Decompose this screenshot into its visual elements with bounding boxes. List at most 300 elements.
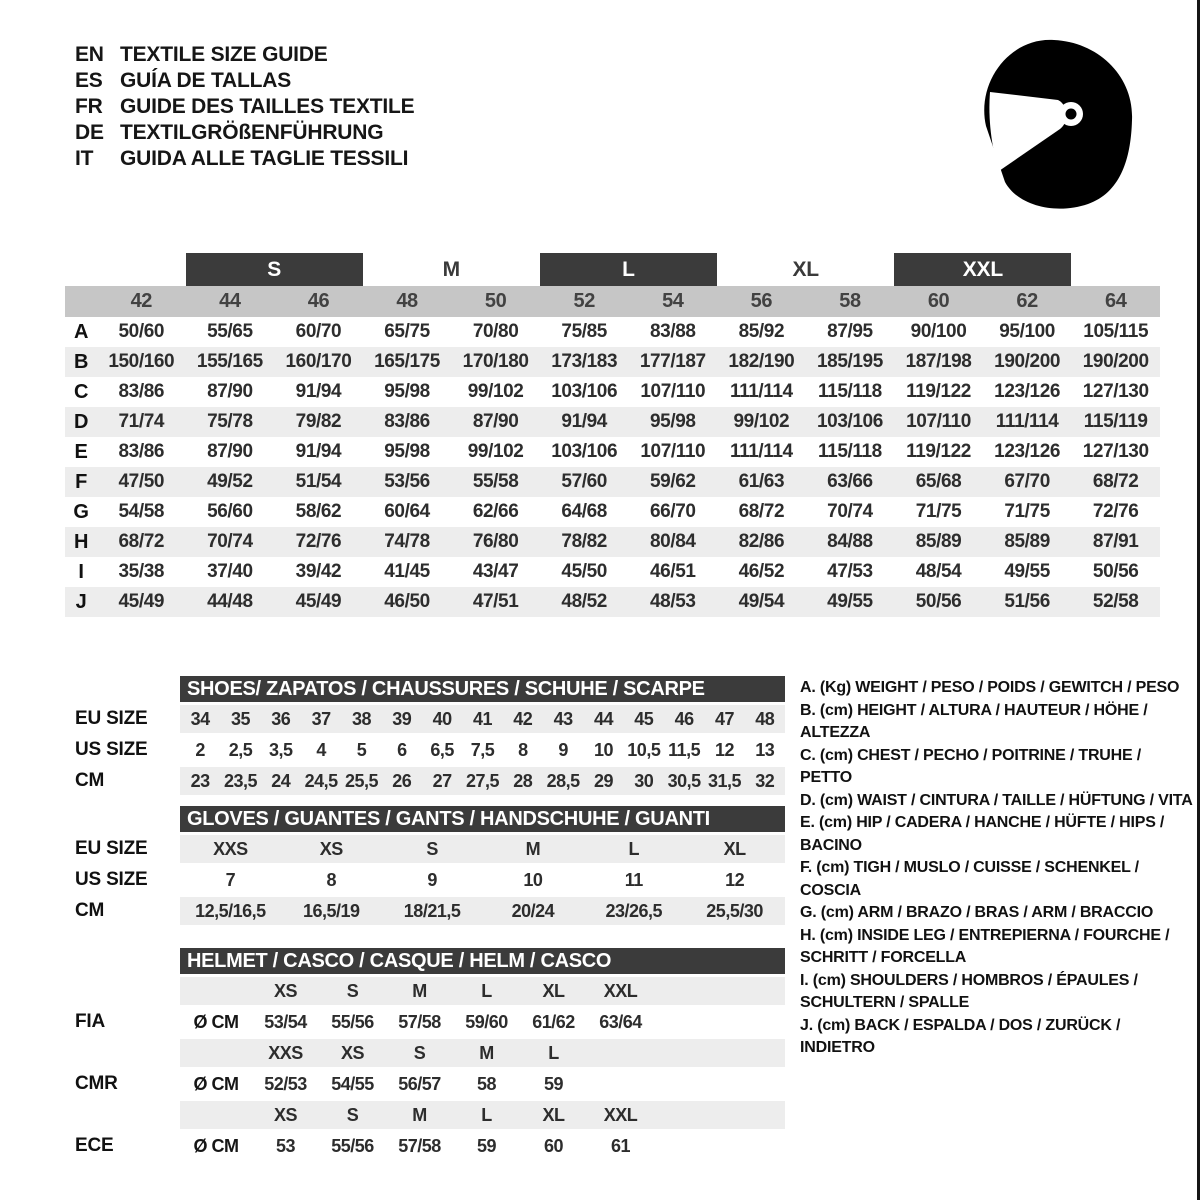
cell-value: 46 <box>674 708 694 729</box>
size-value: 119/122 <box>906 381 971 402</box>
standard-label-ece: ECE <box>75 1135 114 1156</box>
racing-helmet-icon <box>975 34 1137 214</box>
cell-value: 12 <box>714 739 734 760</box>
size-value: 67/70 <box>1004 471 1050 492</box>
data-row <box>180 705 785 733</box>
diameter-unit: Ø CM <box>193 1135 239 1156</box>
cell-value: 24 <box>271 770 291 791</box>
cell-value: 11,5 <box>668 739 701 760</box>
size-value: 182/190 <box>728 351 795 372</box>
numeric-size: 42 <box>130 290 153 312</box>
size-value: 82/86 <box>738 531 785 552</box>
helmet-size: M <box>479 1042 494 1063</box>
numeric-size: 58 <box>839 290 861 312</box>
helmet-size: S <box>413 1042 426 1063</box>
size-value: 95/100 <box>999 321 1055 342</box>
row-letter: I <box>78 560 84 583</box>
size-value: 105/115 <box>1083 321 1149 342</box>
size-value: 63/66 <box>827 471 873 492</box>
cell-value: 16,5/19 <box>302 900 360 921</box>
size-value: 56/60 <box>207 501 253 522</box>
measure-row-i <box>65 557 1160 587</box>
helmet-value: 56/57 <box>398 1073 441 1094</box>
size-value: 91/94 <box>561 411 607 432</box>
helmet-values-row <box>180 1008 785 1036</box>
cell-value: 23/26,5 <box>605 900 663 921</box>
cell-value: 41 <box>472 708 492 729</box>
language-row <box>75 146 414 172</box>
size-value: 44/48 <box>207 591 253 612</box>
size-value: 170/180 <box>462 351 529 372</box>
size-value: 48/54 <box>915 561 962 582</box>
row-letter: J <box>75 590 87 613</box>
helmet-size: XXL <box>603 1104 638 1125</box>
helmet-value: 58 <box>476 1073 497 1094</box>
helmet-size: S <box>346 1104 359 1125</box>
helmet-size: M <box>412 980 427 1001</box>
measure-row-g <box>65 497 1160 527</box>
size-value: 51/56 <box>1004 591 1050 612</box>
cell-value: 42 <box>513 708 533 729</box>
row-letter: H <box>73 530 89 553</box>
helmet-value: 59/60 <box>465 1011 508 1032</box>
size-value: 68/72 <box>738 501 785 522</box>
size-value: 83/86 <box>118 441 165 462</box>
size-value: 165/175 <box>374 351 440 372</box>
size-value: 65/68 <box>915 471 962 492</box>
size-value: 95/98 <box>650 411 696 432</box>
helmet-section <box>65 948 785 1160</box>
cell-value: 18/21,5 <box>403 900 461 921</box>
textile-size-table <box>65 253 1160 617</box>
size-value: 54/58 <box>118 501 165 522</box>
language-code: FR <box>75 95 103 118</box>
language-row <box>75 120 414 146</box>
row-letter: B <box>73 350 89 373</box>
size-value: 46/52 <box>738 561 785 582</box>
cell-value: 25,5 <box>344 770 379 791</box>
cell-value: XS <box>319 838 343 859</box>
cell-value: 30,5 <box>667 770 701 791</box>
gloves-grid <box>65 835 785 925</box>
language-row <box>75 68 414 94</box>
size-value: 115/119 <box>1083 411 1148 432</box>
diameter-unit: Ø CM <box>193 1073 239 1094</box>
size-value: 46/50 <box>384 591 430 612</box>
numeric-size: 52 <box>573 290 595 312</box>
size-value: 85/92 <box>738 321 785 342</box>
cell-value: 9 <box>558 739 568 760</box>
numeric-size: 50 <box>484 290 507 312</box>
helmet-title: HELMET / CASCO / CASQUE / HELM / CASCO <box>180 948 785 974</box>
size-value: 60/64 <box>384 501 430 522</box>
cell-value: 47 <box>714 708 734 729</box>
textile-table-body <box>65 317 1160 617</box>
size-value: 72/76 <box>1092 501 1139 522</box>
size-value: 150/160 <box>108 351 175 372</box>
size-letter-m: M <box>442 257 460 281</box>
cell-value: 23,5 <box>223 770 258 791</box>
size-value: 111/114 <box>729 381 793 402</box>
cell-value: 8 <box>518 739 528 760</box>
unit-spacer <box>180 1101 252 1129</box>
letter-size-header-row <box>65 253 1160 286</box>
helmet-values-row <box>180 1132 785 1160</box>
size-value: 95/98 <box>384 381 430 402</box>
row-label: US SIZE <box>75 869 148 890</box>
helmet-size: XS <box>340 1042 364 1063</box>
helmet-size: XXL <box>603 980 638 1001</box>
cell-value: 37 <box>311 708 331 729</box>
size-value: 46/51 <box>650 561 696 582</box>
size-value: 70/74 <box>827 501 873 522</box>
helmet-value: 57/58 <box>398 1011 441 1032</box>
size-value: 83/86 <box>118 381 165 402</box>
numeric-size: 54 <box>662 290 684 312</box>
standard-label-fia: FIA <box>75 1011 106 1032</box>
size-value: 87/90 <box>207 381 253 402</box>
size-value: 103/106 <box>551 381 618 402</box>
size-value: 127/130 <box>1082 441 1149 462</box>
unit-spacer <box>180 1039 252 1067</box>
size-value: 187/198 <box>905 351 972 372</box>
row-letter: F <box>75 470 87 493</box>
cell-value: 30 <box>634 770 654 791</box>
size-value: 160/170 <box>285 351 352 372</box>
size-value: 107/110 <box>640 381 706 402</box>
size-value: 85/89 <box>1004 531 1050 552</box>
size-value: 45/50 <box>561 561 607 582</box>
cell-value: 12,5/16,5 <box>195 900 266 921</box>
helmet-value: 63/64 <box>599 1011 642 1032</box>
size-letter-xxl: XXL <box>894 253 1071 286</box>
language-code: DE <box>75 121 104 144</box>
size-value: 103/106 <box>817 411 883 432</box>
size-value: 99/102 <box>467 381 524 402</box>
data-row <box>180 835 785 863</box>
size-value: 190/200 <box>994 351 1061 372</box>
helmet-size: XXS <box>268 1042 303 1063</box>
size-value: 90/100 <box>910 321 967 342</box>
size-value: 103/106 <box>551 441 618 462</box>
size-value: 43/47 <box>472 561 519 582</box>
row-letter: D <box>73 410 89 433</box>
size-value: 58/62 <box>295 501 342 522</box>
size-value: 65/75 <box>384 321 430 342</box>
size-value: 49/55 <box>827 591 873 612</box>
cell-value: 24,5 <box>304 770 338 791</box>
guide-title-text: TEXTILGRÖßENFÜHRUNG <box>120 121 384 144</box>
empty-label <box>65 1101 180 1129</box>
helmet-size: L <box>481 980 492 1001</box>
size-value: 49/55 <box>1004 561 1050 582</box>
helmet-size: XS <box>273 980 297 1001</box>
row-letter: G <box>73 500 89 523</box>
size-value: 91/94 <box>295 381 342 402</box>
cell-value: 8 <box>326 869 336 890</box>
helmet-value: 53 <box>275 1135 296 1156</box>
numeric-size: 46 <box>307 290 330 312</box>
corner-spacer <box>65 253 97 286</box>
size-value: 49/52 <box>207 471 253 492</box>
size-value: 68/72 <box>1092 471 1139 492</box>
cell-value: 45 <box>634 708 654 729</box>
size-value: 83/88 <box>650 321 696 342</box>
cell-value: 28,5 <box>546 770 580 791</box>
helmet-value: 55/56 <box>331 1135 374 1156</box>
size-value: 99/102 <box>467 441 524 462</box>
size-value: 47/53 <box>827 561 873 582</box>
numeric-size: 56 <box>750 290 773 312</box>
cell-value: 6 <box>397 739 407 760</box>
measure-row-j <box>65 587 1160 617</box>
empty-label <box>65 977 180 1005</box>
empty-label <box>65 1039 180 1067</box>
size-value: 85/89 <box>915 531 962 552</box>
shoes-grid <box>65 705 785 795</box>
helmet-size: L <box>548 1042 559 1063</box>
language-code: ES <box>75 69 103 92</box>
size-value: 48/52 <box>561 591 607 612</box>
helmet-sizes-row <box>180 1039 785 1067</box>
cell-value: 39 <box>392 708 412 729</box>
numeric-size: 48 <box>396 290 418 312</box>
size-value: 45/49 <box>295 591 342 612</box>
diameter-unit: Ø CM <box>193 1011 239 1032</box>
size-value: 173/183 <box>551 351 618 372</box>
size-value: 115/118 <box>818 441 882 462</box>
size-value: 99/102 <box>733 411 790 432</box>
legend-item: F. (cm) TIGH / MUSLO / CUISSE / SCHENKEL / COSCIA <box>800 859 1139 899</box>
size-letter-l: L <box>540 253 717 286</box>
row-label: CM <box>75 900 105 921</box>
cell-value: 43 <box>553 708 573 729</box>
size-value: 45/49 <box>118 591 165 612</box>
legend-item: H. (cm) INSIDE LEG / ENTREPIERNA / FOURCHE / SCHRITT / FORCELLA <box>800 926 1170 966</box>
size-value: 87/95 <box>827 321 873 342</box>
size-value: 55/65 <box>207 321 253 342</box>
size-value: 123/126 <box>994 381 1061 402</box>
size-letter-xl: XL <box>792 257 819 281</box>
measure-row-c <box>65 377 1160 407</box>
size-value: 87/90 <box>472 411 519 432</box>
cell-value: 2 <box>195 739 205 760</box>
numeric-size-header-row <box>65 286 1160 317</box>
language-title-list <box>75 42 414 172</box>
data-row <box>180 736 785 764</box>
cell-value: 2,5 <box>228 739 253 760</box>
measurement-legend <box>800 677 1194 1060</box>
legend-item: B. (cm) HEIGHT / ALTURA / HAUTEUR / HÖHE / ALTEZZA <box>800 701 1148 741</box>
measure-row-d <box>65 407 1160 437</box>
cell-value: 31,5 <box>707 770 742 791</box>
cell-value: 25,5/30 <box>706 900 763 921</box>
language-code: IT <box>75 147 94 170</box>
size-value: 50/56 <box>1092 561 1139 582</box>
size-value: 51/54 <box>295 471 342 492</box>
language-row <box>75 94 414 120</box>
helmet-size: M <box>412 1104 427 1125</box>
helmet-value: 52/53 <box>264 1073 307 1094</box>
cell-value: XXS <box>213 838 248 859</box>
cell-value: 12 <box>725 869 745 890</box>
cell-value: 44 <box>593 708 613 729</box>
size-value: 57/60 <box>561 471 607 492</box>
size-value: 185/195 <box>817 351 883 372</box>
guide-title-text: TEXTILE SIZE GUIDE <box>120 43 328 66</box>
cell-value: S <box>426 838 438 859</box>
numeric-size: 64 <box>1104 290 1127 312</box>
cell-value: 40 <box>432 708 452 729</box>
cell-value: 5 <box>356 739 367 760</box>
measure-row-e <box>65 437 1160 467</box>
helmet-size: L <box>481 1104 492 1125</box>
cell-value: 4 <box>316 739 326 760</box>
size-value: 66/70 <box>650 501 696 522</box>
col-64-spacer <box>1071 253 1160 286</box>
size-value: 107/110 <box>640 441 706 462</box>
helmet-size: XL <box>542 980 565 1001</box>
legend-item: E. (cm) HIP / CADERA / HANCHE / HÜFTE / HIPS / BACINO <box>800 814 1165 854</box>
size-value: 59/62 <box>650 471 696 492</box>
size-value: 68/72 <box>118 531 165 552</box>
shoes-section <box>65 676 785 795</box>
size-value: 80/84 <box>650 531 696 552</box>
legend-item: J. (cm) BACK / ESPALDA / DOS / ZURÜCK / INDIETRO <box>800 1016 1121 1056</box>
cell-value: 27 <box>432 770 452 791</box>
row-label: CM <box>75 770 105 791</box>
shoes-title: SHOES/ ZAPATOS / CHAUSSURES / SCHUHE / SCARPE <box>180 676 785 702</box>
size-value: 111/114 <box>995 411 1059 432</box>
size-value: 78/82 <box>561 531 607 552</box>
legend-item: A. (Kg) WEIGHT / PESO / POIDS / GEWITCH / PESO <box>800 679 1180 696</box>
cell-value: 13 <box>755 739 775 760</box>
row-letter: E <box>74 440 88 463</box>
cell-value: 6,5 <box>430 739 454 760</box>
size-value: 111/114 <box>729 441 793 462</box>
gloves-title: GLOVES / GUANTES / GANTS / HANDSCHUHE / GUANTI <box>180 806 785 832</box>
helmet-value: 59 <box>543 1073 564 1094</box>
cell-value: 36 <box>271 708 291 729</box>
helmet-size: XL <box>542 1104 565 1125</box>
guide-title-text: GUÍA DE TALLAS <box>120 69 292 92</box>
cell-value: 23 <box>190 770 210 791</box>
cell-value: 3,5 <box>269 739 293 760</box>
guide-title-text: GUIDA ALLE TAGLIE TESSILI <box>120 147 409 170</box>
size-value: 115/118 <box>818 381 882 402</box>
measure-row-h <box>65 527 1160 557</box>
helmet-size: XS <box>273 1104 297 1125</box>
measure-row-a <box>65 317 1160 347</box>
size-value: 127/130 <box>1082 381 1149 402</box>
size-value: 79/82 <box>295 411 342 432</box>
cell-value: 32 <box>755 770 775 791</box>
row-label: US SIZE <box>75 739 148 760</box>
size-value: 37/40 <box>207 561 253 582</box>
helmet-value: 60 <box>543 1135 564 1156</box>
size-value: 49/54 <box>738 591 785 612</box>
size-value: 87/91 <box>1092 531 1139 552</box>
cell-value: 27,5 <box>465 770 500 791</box>
size-value: 50/60 <box>118 321 165 342</box>
helmet-sizes-row <box>180 977 785 1005</box>
cell-value: 28 <box>513 770 533 791</box>
size-value: 74/78 <box>384 531 430 552</box>
cell-value: 9 <box>427 869 437 890</box>
helmet-value: 57/58 <box>398 1135 441 1156</box>
helmet-value: 61/62 <box>532 1011 575 1032</box>
language-code: EN <box>75 43 104 66</box>
data-row <box>180 866 785 894</box>
size-value: 95/98 <box>384 441 430 462</box>
size-value: 64/68 <box>561 501 607 522</box>
cell-value: M <box>525 838 541 859</box>
helmet-size: S <box>346 980 359 1001</box>
unit-spacer <box>180 977 252 1005</box>
size-value: 53/56 <box>384 471 430 492</box>
helmet-grid <box>65 977 785 1160</box>
cell-value: 10 <box>593 739 613 760</box>
cell-value: 11 <box>624 869 643 890</box>
legend-item: D. (cm) WAIST / CINTURA / TAILLE / HÜFTUNG / VITA <box>800 791 1193 809</box>
size-value: 76/80 <box>472 531 519 552</box>
cell-value: L <box>628 838 639 859</box>
guide-title-text: GUIDE DES TAILLES TEXTILE <box>120 95 415 118</box>
size-value: 70/80 <box>472 321 519 342</box>
gloves-section <box>65 806 785 925</box>
numeric-corner <box>65 286 97 317</box>
size-value: 71/75 <box>1004 501 1050 522</box>
size-value: 71/75 <box>915 501 962 522</box>
cell-value: 34 <box>190 708 210 729</box>
size-value: 48/53 <box>650 591 696 612</box>
size-value: 83/86 <box>384 411 430 432</box>
size-value: 39/42 <box>295 561 342 582</box>
size-value: 60/70 <box>295 321 342 342</box>
size-value: 50/56 <box>915 591 962 612</box>
data-row <box>180 897 785 925</box>
legend-item: G. (cm) ARM / BRAZO / BRAS / ARM / BRACCIO <box>800 904 1154 921</box>
size-value: 47/50 <box>118 471 165 492</box>
helmet-values-row <box>180 1070 785 1098</box>
cell-value: 10,5 <box>627 739 661 760</box>
row-letter: A <box>73 320 89 343</box>
size-value: 72/76 <box>295 531 342 552</box>
numeric-size: 62 <box>1016 290 1038 312</box>
size-value: 55/58 <box>472 471 519 492</box>
size-value: 47/51 <box>472 591 519 612</box>
size-value: 87/90 <box>207 441 253 462</box>
size-value: 84/88 <box>827 531 873 552</box>
helmet-value: 61 <box>610 1135 631 1156</box>
size-value: 62/66 <box>472 501 519 522</box>
size-value: 61/63 <box>738 471 785 492</box>
cell-value: 38 <box>351 708 371 729</box>
legend-item: I. (cm) SHOULDERS / HOMBROS / ÉPAULES / SCHULTERN / SPALLE <box>800 971 1138 1011</box>
cell-value: 26 <box>392 770 412 791</box>
cell-value: 10 <box>523 869 543 890</box>
size-value: 52/58 <box>1092 591 1139 612</box>
cell-value: XL <box>723 838 746 859</box>
language-row <box>75 42 414 68</box>
row-label: EU SIZE <box>75 838 148 859</box>
numeric-size: 60 <box>927 290 950 312</box>
size-value: 71/74 <box>118 411 165 432</box>
size-value: 123/126 <box>994 441 1061 462</box>
size-value: 155/165 <box>196 351 263 372</box>
cell-value: 20/24 <box>511 900 555 921</box>
size-value: 107/110 <box>906 411 971 432</box>
